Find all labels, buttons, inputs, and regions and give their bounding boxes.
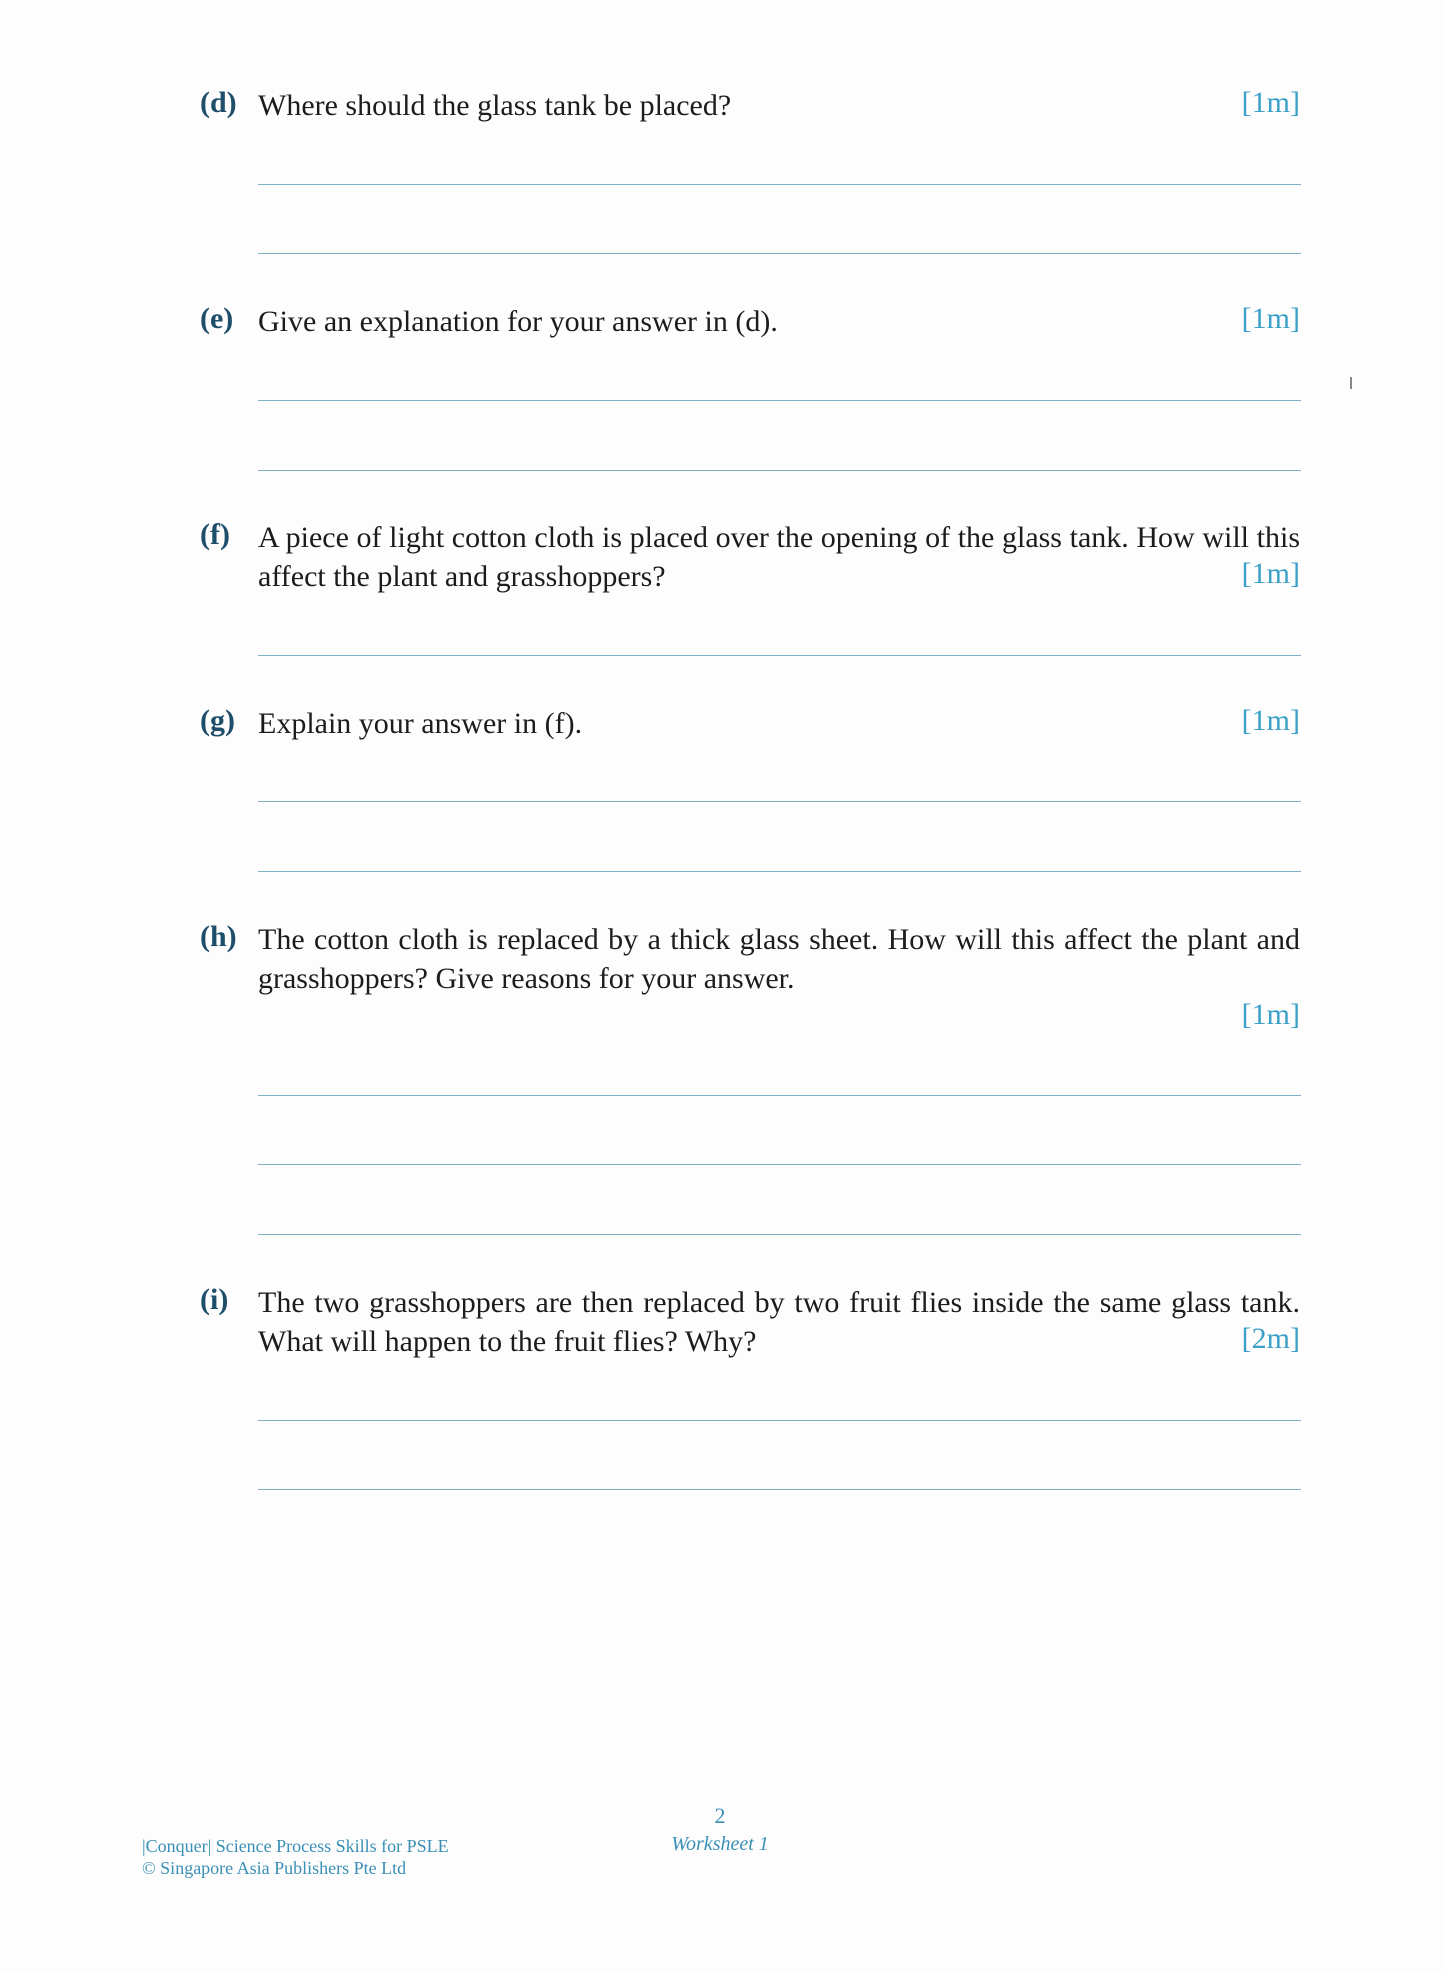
answer-line[interactable] [258,1489,1301,1490]
question-text: Where should the glass tank be placed? [258,89,732,122]
question-text: Give an explanation for your answer in (d). [258,305,778,338]
question-label: (f) [200,518,230,551]
question-label: (d) [200,86,237,119]
marks-badge: [1m] [1241,704,1300,737]
worksheet-label: Worksheet 1 [671,1833,769,1855]
question-text: The two grasshoppers are then replaced by two fruit flies inside the same glass tank. What will happen to the fruit flies? Why? [258,1286,1300,1358]
question-label: (e) [200,302,234,335]
question-text: The cotton cloth is replaced by a thick glass sheet. How will this affect the plant and grasshoppers? Give reasons for your answer. [258,923,1300,995]
marks-badge: [2m] [1241,1322,1300,1355]
question-label: (i) [200,1283,229,1316]
footer-publisher [142,1835,449,1879]
answer-line[interactable] [258,253,1301,254]
book-title: |Conquer| Science Process Skills for PSLE [142,1836,449,1856]
question-text: A piece of light cotton cloth is placed over the opening of the glass tank. How will this affect the plant and grasshoppers? [258,521,1300,593]
page-number: 2 [714,1803,726,1828]
answer-line[interactable] [258,801,1301,802]
answer-line[interactable] [258,470,1301,471]
question-text: Explain your answer in (f). [258,707,583,740]
copyright: © Singapore Asia Publishers Pte Ltd [142,1858,407,1878]
answer-line[interactable] [258,1234,1301,1235]
answer-line[interactable] [258,184,1301,185]
marks-badge: [1m] [1241,86,1300,119]
answer-line[interactable] [258,1164,1301,1165]
answer-line[interactable] [258,871,1301,872]
answer-line[interactable] [258,1420,1301,1421]
question-label: (h) [200,920,237,953]
marks-badge: [1m] [1241,557,1300,590]
answer-line[interactable] [258,655,1301,656]
scan-artifact [1350,377,1352,389]
answer-line[interactable] [258,1095,1301,1096]
marks-badge: [1m] [1241,998,1300,1031]
footer-page-info [620,1802,820,1858]
question-label: (g) [200,704,235,737]
marks-badge: [1m] [1241,302,1300,335]
answer-line[interactable] [258,400,1301,401]
